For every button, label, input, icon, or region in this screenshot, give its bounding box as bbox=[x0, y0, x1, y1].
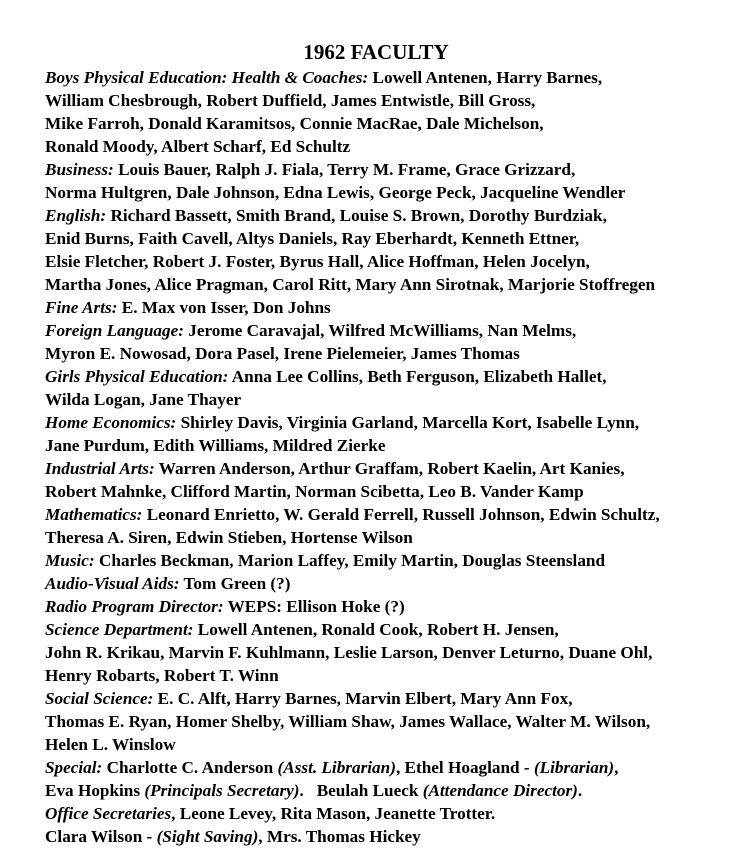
audio-visual-names: Tom Green (?) bbox=[183, 574, 291, 593]
science-line-3: Henry Robarts, Robert T. Winn bbox=[45, 666, 279, 685]
mathematics-line-2: Theresa A. Siren, Edwin Stieben, Hortense Wilson bbox=[45, 528, 413, 547]
english-line-2: Enid Burns, Faith Cavell, Altys Daniels, Ray Eberhardt, Kenneth Ettner, bbox=[45, 229, 580, 248]
faculty-list bbox=[45, 66, 745, 848]
foreign-language-line-2: Myron E. Nowosad, Dora Pasel, Irene Pielemeier, James Thomas bbox=[45, 344, 520, 363]
radio-line-1 bbox=[45, 595, 745, 618]
science-label: Science Department: bbox=[45, 620, 194, 639]
office-line-1 bbox=[45, 802, 745, 825]
radio-names: WEPS: Ellison Hoke (?) bbox=[227, 597, 405, 616]
final-name-wilson: Clara Wilson - bbox=[45, 827, 157, 846]
girls-pe-line-1 bbox=[45, 365, 745, 388]
industrial-arts-line-1 bbox=[45, 457, 745, 480]
special-label: Special: bbox=[45, 758, 103, 777]
special-role-attendance-director: (Attendance Director) bbox=[422, 781, 578, 800]
boys-pe-line-1 bbox=[45, 66, 745, 89]
science-names: Lowell Antenen, Ronald Cook, Robert H. Jensen, bbox=[197, 620, 559, 639]
mathematics-names: Leonard Enrietto, W. Gerald Ferrell, Russell Johnson, Edwin Schultz, bbox=[146, 505, 660, 524]
fine-arts-line-1 bbox=[45, 296, 745, 319]
special-role-asst-librarian: (Asst. Librarian) bbox=[277, 758, 396, 777]
special-line-2 bbox=[45, 779, 745, 802]
boys-pe-line-3: Mike Farroh, Donald Karamitsos, Connie MacRae, Dale Michelson, bbox=[45, 114, 544, 133]
fine-arts-label: Fine Arts: bbox=[45, 298, 118, 317]
girls-pe-label: Girls Physical Education: bbox=[45, 367, 229, 386]
special-line-1-end: , bbox=[614, 758, 619, 777]
home-economics-line-2: Jane Purdum, Edith Williams, Mildred Zierke bbox=[45, 436, 386, 455]
english-line-4: Martha Jones, Alice Pragman, Carol Ritt, Mary Ann Sirotnak, Marjorie Stoffregen bbox=[45, 275, 656, 294]
girls-pe-names: Anna Lee Collins, Beth Ferguson, Elizabeth Hallet, bbox=[231, 367, 607, 386]
office-label: Office Secretaries bbox=[45, 804, 172, 823]
boys-pe-line-4: Ronald Moody, Albert Scharf, Ed Schultz bbox=[45, 137, 351, 156]
foreign-language-label: Foreign Language: bbox=[45, 321, 184, 340]
home-economics-label: Home Economics: bbox=[45, 413, 177, 432]
english-line-3: Elsie Fletcher, Robert J. Foster, Byrus Hall, Alice Hoffman, Helen Jocelyn, bbox=[45, 252, 590, 271]
office-names: , Leone Levey, Rita Mason, Jeanette Trotter. bbox=[171, 804, 496, 823]
english-label: English: bbox=[45, 206, 107, 225]
social-science-names: E. C. Alft, Harry Barnes, Marvin Elbert, Mary Ann Fox, bbox=[157, 689, 573, 708]
audio-visual-line-1 bbox=[45, 572, 745, 595]
mathematics-label: Mathematics: bbox=[45, 505, 143, 524]
social-science-line-1 bbox=[45, 687, 745, 710]
industrial-arts-line-2: Robert Mahnke, Clifford Martin, Norman Scibetta, Leo B. Vander Kamp bbox=[45, 482, 584, 501]
special-name-lueck: . Beulah Lueck bbox=[299, 781, 423, 800]
business-label: Business: bbox=[45, 160, 114, 179]
special-role-librarian: (Librarian) bbox=[533, 758, 615, 777]
final-role-sight-saving: (Sight Saving) bbox=[156, 827, 259, 846]
mathematics-line-1 bbox=[45, 503, 745, 526]
boys-pe-names: Lowell Antenen, Harry Barnes, bbox=[372, 68, 603, 87]
special-name-anderson: Charlotte C. Anderson bbox=[106, 758, 274, 777]
foreign-language-line-1 bbox=[45, 319, 745, 342]
home-economics-names: Shirley Davis, Virginia Garland, Marcella Kort, Isabelle Lynn, bbox=[180, 413, 640, 432]
special-name-hoagland: , Ethel Hoagland - bbox=[395, 758, 534, 777]
english-names: Richard Bassett, Smith Brand, Louise S. Brown, Dorothy Burdziak, bbox=[110, 206, 607, 225]
special-name-hopkins: Eva Hopkins bbox=[45, 781, 141, 800]
business-line-1 bbox=[45, 158, 745, 181]
page-title: 1962 FACULTY bbox=[303, 40, 449, 64]
final-name-hickey: , Mrs. Thomas Hickey bbox=[258, 827, 421, 846]
science-line-2: John R. Krikau, Marvin F. Kuhlmann, Leslie Larson, Denver Leturno, Duane Ohl, bbox=[45, 643, 653, 662]
music-names: Charles Beckman, Marion Laffey, Emily Martin, Douglas Steensland bbox=[98, 551, 606, 570]
social-science-line-2: Thomas E. Ryan, Homer Shelby, William Shaw, James Wallace, Walter M. Wilson, bbox=[45, 712, 651, 731]
home-economics-line-1 bbox=[45, 411, 745, 434]
audio-visual-label: Audio-Visual Aids: bbox=[45, 574, 180, 593]
music-line-1 bbox=[45, 549, 745, 572]
radio-label: Radio Program Director: bbox=[45, 597, 224, 616]
business-line-2: Norma Hultgren, Dale Johnson, Edna Lewis, George Peck, Jacqueline Wendler bbox=[45, 183, 626, 202]
social-science-label: Social Science: bbox=[45, 689, 154, 708]
final-line bbox=[45, 825, 745, 848]
special-line-2-end: . bbox=[577, 781, 583, 800]
industrial-arts-label: Industrial Arts: bbox=[45, 459, 155, 478]
social-science-line-3: Helen L. Winslow bbox=[45, 735, 176, 754]
science-line-1 bbox=[45, 618, 745, 641]
music-label: Music: bbox=[45, 551, 95, 570]
english-line-1 bbox=[45, 204, 745, 227]
special-role-principals-secretary: (Principals Secretary) bbox=[144, 781, 300, 800]
fine-arts-names: E. Max von Isser, Don Johns bbox=[121, 298, 331, 317]
boys-pe-label: Boys Physical Education: Health & Coaches: bbox=[45, 68, 369, 87]
business-names: Louis Bauer, Ralph J. Fiala, Terry M. Frame, Grace Grizzard, bbox=[118, 160, 576, 179]
industrial-arts-names: Warren Anderson, Arthur Graffam, Robert Kaelin, Art Kanies, bbox=[158, 459, 625, 478]
foreign-language-names: Jerome Caravajal, Wilfred McWilliams, Nan Melms, bbox=[188, 321, 577, 340]
girls-pe-line-2: Wilda Logan, Jane Thayer bbox=[45, 390, 242, 409]
special-line-1 bbox=[45, 756, 745, 779]
boys-pe-line-2: William Chesbrough, Robert Duffield, James Entwistle, Bill Gross, bbox=[45, 91, 536, 110]
